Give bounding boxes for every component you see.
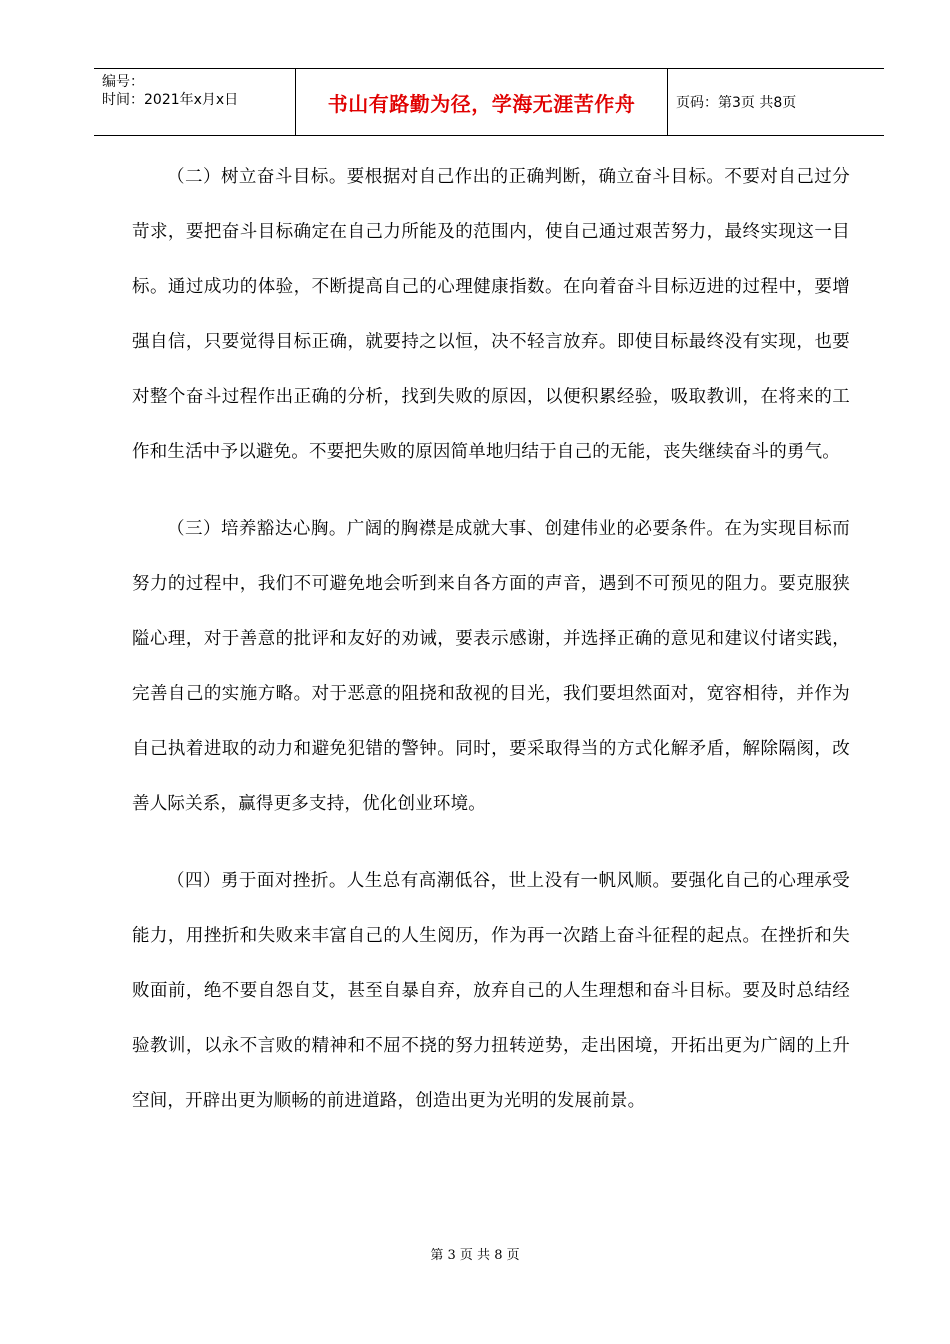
paragraph-setbacks: （四）勇于面对挫折。人生总有高潮低谷，世上没有一帆风顺。要强化自己的心理承受能力，用挫折和失败来丰富自己的人生阅历，作为再一次踏上奋斗征程的起点。在挫折和失败面前，绝不要自怨自艾，甚至自暴自弃，放弃自己的人生理想和奋斗目标。要及时总结经验教训，以永不言败的精神和不屈不挠的努力扭转逆势，走出困境，开拓出更为广阔的上升空间，开辟出更为顺畅的前进道路，创造出更为光明的发展前景。 bbox=[132, 871, 850, 1111]
document-body bbox=[132, 150, 850, 1151]
paragraph-goal: （二）树立奋斗目标。要根据对自己作出的正确判断，确立奋斗目标。不要对自己过分苛求，要把奋斗目标确定在自己力所能及的范围内，使自己通过艰苦努力，最终实现这一目标。通过成功的体验，不断提高自己的心理健康指数。在向着奋斗目标迈进的过程中，要增强自信，只要觉得目标正确，就要持之以恒，决不轻言放弃。即使目标最终没有实现，也要对整个奋斗过程作出正确的分析，找到失败的原因，以便积累经验，吸取教训，在将来的工作和生活中予以避免。不要把失败的原因简单地归结于自己的无能，丧失继续奋斗的勇气。 bbox=[132, 167, 850, 462]
footer-page-number: 第 3 页 共 8 页 bbox=[430, 1248, 520, 1263]
header-page-cell bbox=[668, 69, 884, 135]
paragraph-mindset: （三）培养豁达心胸。广阔的胸襟是成就大事、创建伟业的必要条件。在为实现目标而努力的过程中，我们不可避免地会听到来自各方面的声音，遇到不可预见的阻力。要克服狭隘心理，对于善意的批评和友好的劝诫，要表示感谢，并选择正确的意见和建议付诸实践，完善自己的实施方略。对于恶意的阻挠和敌视的目光，我们要坦然面对，宽容相待，并作为自己执着进取的动力和避免犯错的警钟。同时，要采取得当的方式化解矛盾，解除隔阂，改善人际关系，赢得更多支持，优化创业环境。 bbox=[132, 519, 850, 814]
header-motto: 书山有路勤为径，学海无涯苦作舟 bbox=[327, 91, 636, 116]
header-page-number: 页码：第3页 共8页 bbox=[676, 95, 797, 111]
document-header bbox=[94, 68, 884, 136]
page-footer bbox=[0, 1244, 950, 1263]
header-meta-cell bbox=[94, 69, 296, 135]
document-number-label: 编号： bbox=[102, 74, 144, 90]
header-motto-cell bbox=[296, 69, 668, 135]
document-time-label: 时间：2021年x月x日 bbox=[102, 92, 239, 108]
